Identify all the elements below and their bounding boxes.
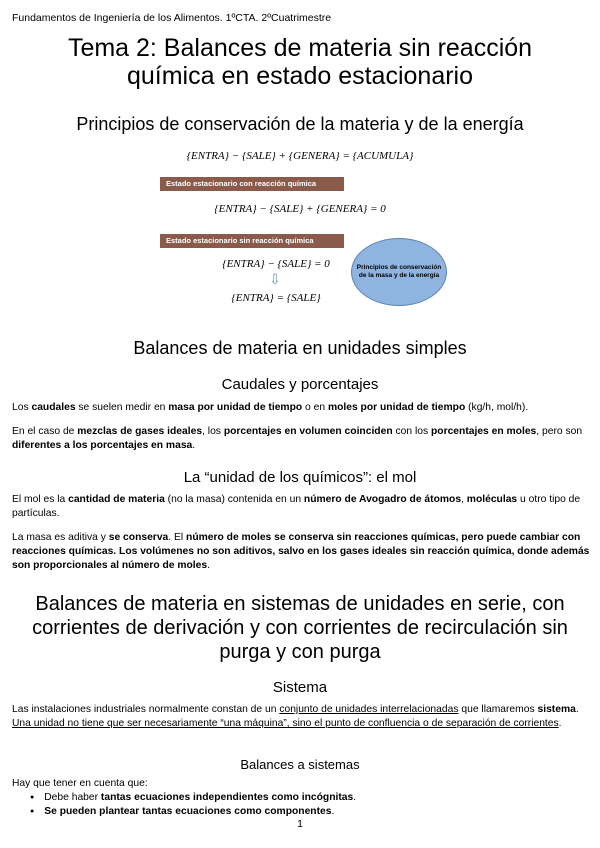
equation-with-reaction: {ENTRA} − {SALE} + {GENERA} = 0 [214, 203, 386, 215]
page-number: 1 [297, 818, 303, 830]
balances-intro: Hay que tener en cuenta que: [12, 778, 148, 789]
mol-paragraph-2: La masa es aditiva y se conserva. El número de moles se conserva sin reacciones químicas, pero puede cambiar con reacciones químicas. Los volúmenes no son aditivos, salvo en los gases ideales sin reacción química, donde además son proporcionales al número de moles. [12, 532, 590, 571]
system-paragraph: Las instalaciones industriales normalmente constan de un conjunto de unidades interrelacionadas que llamaremos sistema. Una unidad no tiene que ser necesariamente “una máquina”, sino el punto de confluencia o de separación de corrientes. [12, 704, 579, 729]
flows-paragraph-2: En el caso de mezclas de gases ideales, los porcentajes en volumen coinciden con los porcentajes en moles, pero son diferentes a los porcentajes en masa. [12, 426, 583, 451]
down-arrow-icon: ⇩ [269, 271, 281, 287]
mol-paragraph-1: El mol es la cantidad de materia (no la masa) contenida en un número de Avogadro de átomos, moléculas u otro tipo de partículas. [12, 494, 581, 519]
title-line-1: Tema 2: Balances de materia sin reacción [67, 34, 533, 62]
page-header: Fundamentos de Ingeniería de los Alimentos. 1ºCTA. 2ºCuatrimestre [12, 12, 332, 24]
mol-heading: La “unidad de los químicos”: el mol [183, 469, 417, 486]
bullet-item-2: ● Se pueden plantear tantas ecuaciones como componentes. [30, 805, 356, 819]
label-without-reaction: Estado estacionario sin reacción química [160, 234, 344, 248]
series-heading-line-1: Balances de materia en sistemas de unidades en serie, con [35, 593, 565, 615]
series-heading-line-3: purga y con purga [219, 641, 381, 663]
conservation-principles-ellipse [351, 238, 447, 306]
principles-heading: Principios de conservación de la materia y de la energía [76, 114, 524, 134]
series-systems-heading [0, 592, 600, 664]
equation-general: {ENTRA} − {SALE} + {GENERA} = {ACUMULA} [186, 150, 414, 162]
flows-paragraph-1: Los caudales se suelen medir en masa por unidad de tiempo o en moles por unidad de tiempo (kg/h, mol/h). [12, 402, 529, 413]
equation-in-equals-out: {ENTRA} = {SALE} [231, 292, 321, 304]
balances-heading: Balances a sistemas [240, 757, 360, 772]
bullet-item-1: ● Debe haber tantas ecuaciones independientes como incógnitas. [30, 791, 356, 805]
series-heading-line-2: corrientes de derivación y con corrientes de recirculación sin [32, 617, 568, 639]
equation-without-reaction: {ENTRA} − {SALE} = 0 [222, 258, 330, 270]
title-line-2: química en estado estacionario [126, 62, 474, 90]
balances-bullet-list [30, 791, 356, 819]
simple-units-heading: Balances de materia en unidades simples [133, 338, 467, 358]
ellipse-label: Principios de conservación de la masa y de la energía [356, 264, 442, 279]
page-title [0, 34, 600, 90]
flows-heading: Caudales y porcentajes [221, 376, 379, 393]
system-heading: Sistema [272, 679, 328, 696]
label-with-reaction: Estado estacionario con reacción química [160, 177, 344, 191]
